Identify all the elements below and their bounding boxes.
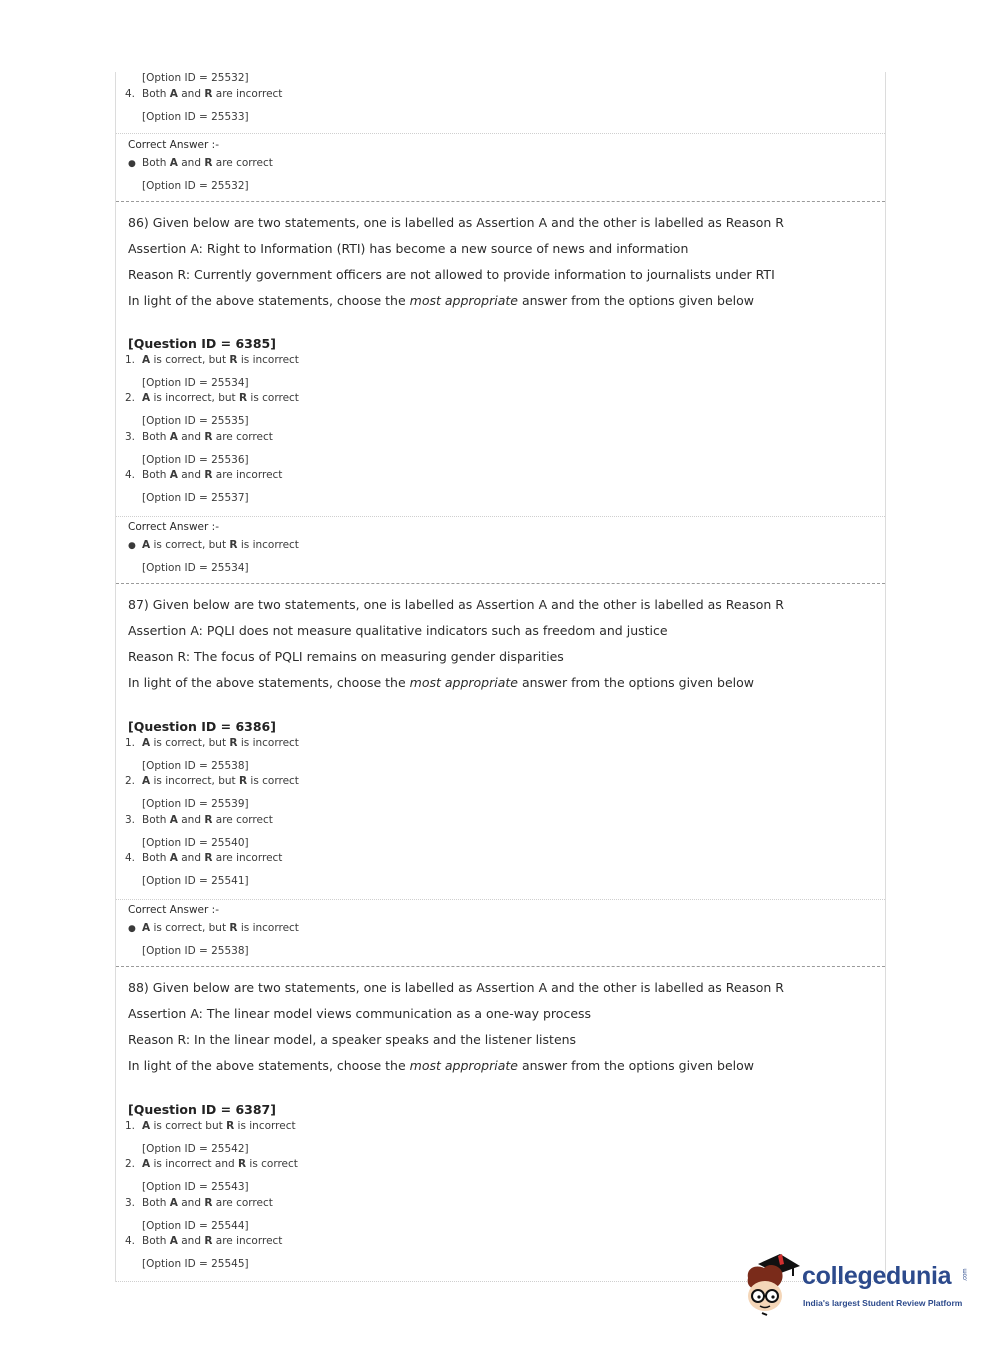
instruction — [128, 293, 754, 308]
instruction-text: answer from the options given below — [521, 293, 755, 308]
option-item — [125, 1158, 298, 1170]
option-text: Both A and R are incorrect — [142, 1235, 283, 1247]
option-id: [Option ID = 25534] — [142, 562, 249, 574]
option-number: 2. — [125, 775, 136, 787]
option-id: [Option ID = 25533] — [142, 111, 249, 123]
option-id: [Option ID = 25544] — [142, 1220, 249, 1232]
option-id: [Option ID = 25537] — [142, 492, 249, 504]
option-text: A is correct, but R is incorrect — [142, 354, 299, 366]
option-number: 2. — [125, 1158, 136, 1170]
option-number: 4. — [125, 469, 136, 481]
option-text: Both A and R are correct — [142, 814, 273, 826]
correct-answer-text: A is correct, but R is incorrect — [142, 922, 299, 934]
brand-suffix: .com — [962, 1268, 969, 1282]
option-item — [125, 775, 299, 787]
instruction-emphasis: most appropriate — [409, 293, 518, 308]
option-number: 3. — [125, 431, 136, 443]
option-item — [125, 737, 299, 749]
option-number: 1. — [125, 1120, 136, 1132]
question-id: [Question ID = 6387] — [128, 1102, 276, 1117]
instruction-text: answer from the options given below — [521, 675, 755, 690]
option-item — [125, 88, 282, 100]
question-stem-text: Given below are two statements, one is labelled as Assertion A and the other is labelled as Reason R — [152, 980, 784, 995]
option-number: 4. — [125, 88, 136, 100]
option-item — [125, 814, 273, 826]
mascot-icon — [740, 1250, 802, 1316]
option-id: [Option ID = 25538] — [142, 945, 249, 957]
correct-answer-label: Correct Answer :- — [128, 521, 219, 533]
brand-name: collegedunia — [802, 1262, 952, 1290]
option-number: 3. — [125, 814, 136, 826]
reason: Reason R: Currently government officers are not allowed to provide information to journalists under RTI — [128, 267, 775, 282]
option-number: 1. — [125, 354, 136, 366]
option-id: [Option ID = 25542] — [142, 1143, 249, 1155]
option-id: [Option ID = 25532] — [142, 180, 249, 192]
instruction-text: In light of the above statements, choose the — [128, 675, 406, 690]
question-number: 87) — [128, 597, 149, 612]
option-text: A is correct but R is incorrect — [142, 1120, 296, 1132]
option-text: Both A and R are incorrect — [142, 88, 283, 100]
option-text: Both A and R are correct — [142, 1197, 273, 1209]
instruction-emphasis: most appropriate — [409, 1058, 518, 1073]
option-id: [Option ID = 25539] — [142, 798, 249, 810]
instruction — [128, 675, 754, 690]
bullet-icon: ● — [128, 541, 136, 551]
question-id: [Question ID = 6385] — [128, 336, 276, 351]
correct-answer-text: A is correct, but R is incorrect — [142, 539, 299, 551]
question-stem — [128, 980, 784, 995]
question-number: 88) — [128, 980, 149, 995]
option-text: A is incorrect, but R is correct — [142, 775, 299, 787]
bullet-icon: ● — [128, 159, 136, 169]
option-number: 4. — [125, 852, 136, 864]
option-id: [Option ID = 25536] — [142, 454, 249, 466]
correct-answer — [128, 539, 299, 551]
correct-answer — [128, 157, 273, 169]
question-stem-text: Given below are two statements, one is labelled as Assertion A and the other is labelled as Reason R — [152, 215, 784, 230]
option-id: [Option ID = 25535] — [142, 415, 249, 427]
instruction-text: In light of the above statements, choose the — [128, 293, 406, 308]
option-item — [125, 392, 299, 404]
option-id: [Option ID = 25541] — [142, 875, 249, 887]
question-stem — [128, 597, 784, 612]
option-text: A is correct, but R is incorrect — [142, 737, 299, 749]
option-text: Both A and R are incorrect — [142, 852, 283, 864]
option-number: 2. — [125, 392, 136, 404]
question-number: 86) — [128, 215, 149, 230]
instruction-text: In light of the above statements, choose the — [128, 1058, 406, 1073]
assertion: Assertion A: Right to Information (RTI) has become a new source of news and information — [128, 241, 689, 256]
option-id: [Option ID = 25545] — [142, 1258, 249, 1270]
question-id: [Question ID = 6386] — [128, 719, 276, 734]
option-item — [125, 469, 282, 481]
option-number: 1. — [125, 737, 136, 749]
assertion: Assertion A: PQLI does not measure qualitative indicators such as freedom and justice — [128, 623, 668, 638]
correct-answer-text: Both A and R are correct — [142, 157, 273, 169]
reason: Reason R: The focus of PQLI remains on measuring gender disparities — [128, 649, 564, 664]
option-text: A is incorrect, but R is correct — [142, 392, 299, 404]
divider — [116, 899, 885, 900]
option-id: [Option ID = 25534] — [142, 377, 249, 389]
correct-answer-label: Correct Answer :- — [128, 904, 219, 916]
instruction-text: answer from the options given below — [521, 1058, 755, 1073]
option-text: Both A and R are incorrect — [142, 469, 283, 481]
question-divider — [116, 583, 885, 584]
question-divider — [116, 966, 885, 967]
instruction-emphasis: most appropriate — [409, 675, 518, 690]
option-item — [125, 852, 282, 864]
option-text: Both A and R are correct — [142, 431, 273, 443]
option-item — [125, 354, 299, 366]
option-number: 3. — [125, 1197, 136, 1209]
document-page — [115, 72, 886, 1282]
question-divider — [116, 201, 885, 202]
question-stem-text: Given below are two statements, one is labelled as Assertion A and the other is labelled as Reason R — [152, 597, 784, 612]
option-id: [Option ID = 25543] — [142, 1181, 249, 1193]
question-stem — [128, 215, 784, 230]
divider — [116, 133, 885, 134]
assertion: Assertion A: The linear model views communication as a one-way process — [128, 1006, 592, 1021]
option-id: [Option ID = 25532] — [142, 72, 249, 84]
brand-tagline: India's largest Student Review Platform — [803, 1298, 963, 1308]
option-id: [Option ID = 25540] — [142, 837, 249, 849]
reason: Reason R: In the linear model, a speaker speaks and the listener listens — [128, 1032, 577, 1047]
correct-answer — [128, 922, 299, 934]
brand-logo[interactable] — [740, 1250, 970, 1320]
instruction — [128, 1058, 754, 1073]
option-item — [125, 431, 273, 443]
option-item — [125, 1120, 296, 1132]
option-text: A is incorrect and R is correct — [142, 1158, 298, 1170]
option-id: [Option ID = 25538] — [142, 760, 249, 772]
correct-answer-label: Correct Answer :- — [128, 139, 219, 151]
option-item — [125, 1197, 273, 1209]
divider — [116, 516, 885, 517]
bullet-icon: ● — [128, 924, 136, 934]
option-item — [125, 1235, 282, 1247]
option-number: 4. — [125, 1235, 136, 1247]
